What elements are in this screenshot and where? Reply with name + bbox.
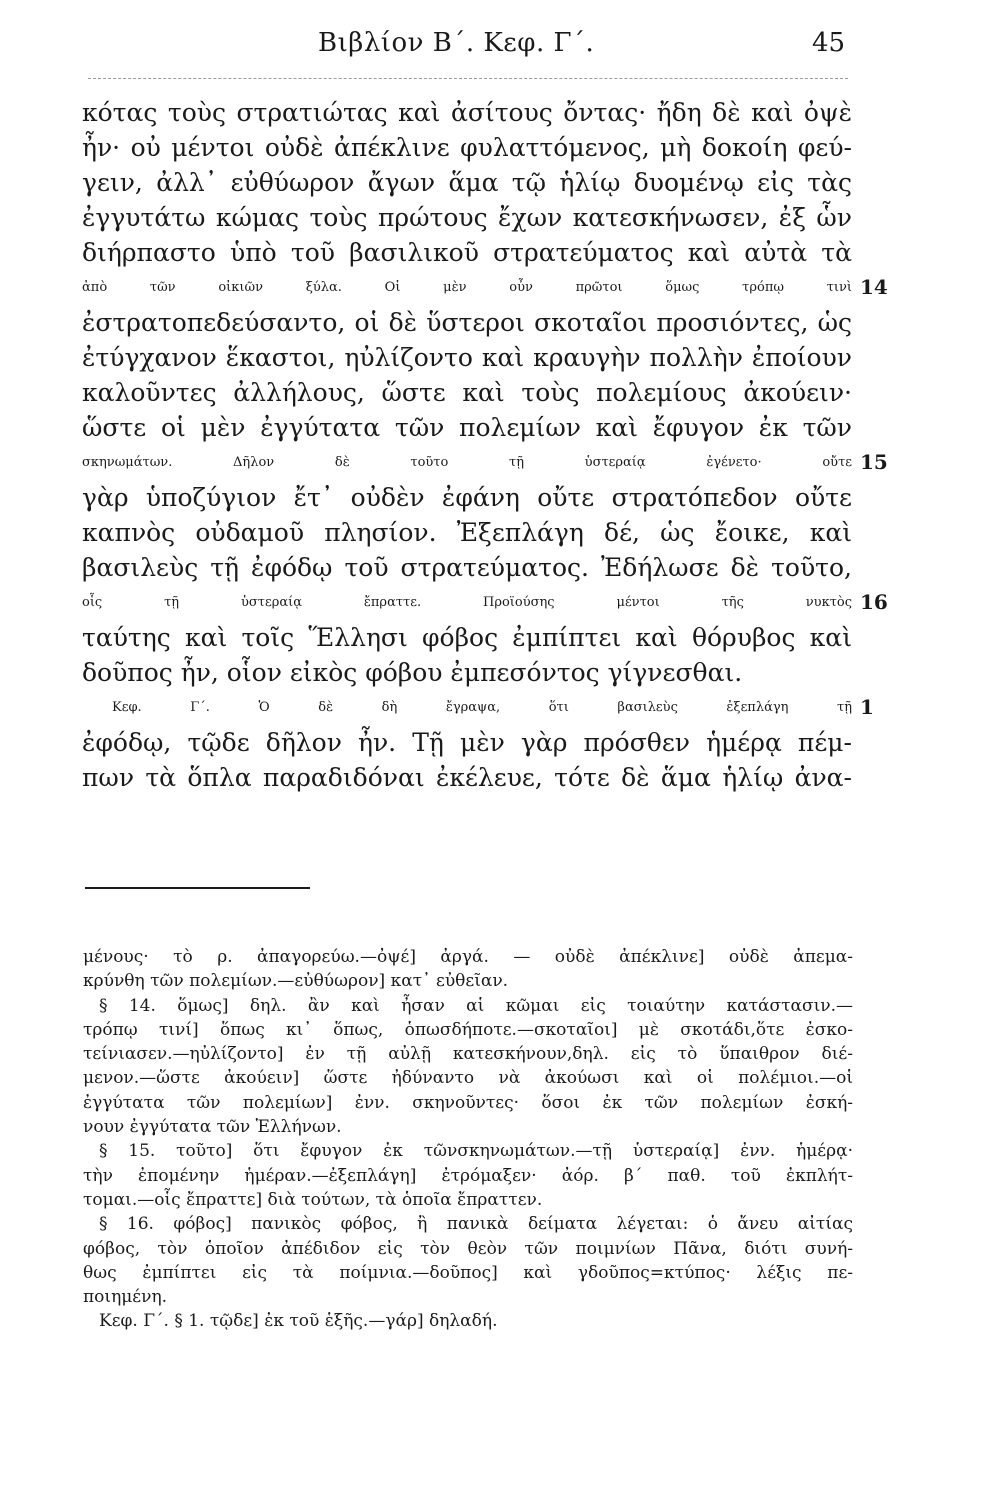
text-line: διήρπαστο ὑπὸ τοῦ βασιλικοῦ στρατεύματος καὶ αὐτὰ τὰ: [82, 238, 852, 267]
text-line: ἐστρατοπεδεύσαντο, οἱ δὲ ὕστεροι σκοταῖοι προσιόντες, ὡς: [82, 308, 852, 337]
footnotes: [83, 945, 853, 1334]
text-line: σκηνωμάτων. Δῆλον δὲ τοῦτο τῇ ὑστεραίᾳ ἐγένετο· οὔτε 15: [82, 445, 852, 480]
footnote-line: νουν ἐγγύτατα τῶν Ἑλλήνων.: [83, 1117, 342, 1138]
running-title: Βιβλίον Β΄. Κεφ. Γ΄.: [318, 28, 595, 58]
footnote-line: τομαι.—οἷς ἔπραττε] διὰ τούτων, τὰ ὁποῖα ἔπραττεν.: [83, 1189, 543, 1210]
footnote-rule: [85, 887, 310, 889]
section-number: 1: [860, 695, 874, 719]
footnote-line: ποιημένη.: [83, 1287, 168, 1308]
footnote-line: τρόπῳ τινί] ὅπως κι᾽ ὅπως, ὁπωσδήποτε.—σκοταῖοι] μὲ σκοτάδι,ὅτε ἐσκο-: [83, 1019, 853, 1040]
text-line: βασιλεὺς τῇ ἐφόδῳ τοῦ στρατεύματος. Ἐδήλωσε δὲ τοῦτο,: [82, 553, 852, 582]
text-line: ἀπὸ τῶν οἰκιῶν ξύλα. Οἱ μὲν οὖν πρῶτοι ὅμως τρόπῳ τινὶ 14: [82, 270, 852, 305]
text-line: ἦν· οὐ μέντοι οὐδὲ ἀπέκλινε φυλαττόμενος, μὴ δοκοίη φεύ-: [82, 133, 852, 162]
text-line: γειν, ἀλλ᾽ εὐθύωρον ἄγων ἅμα τῷ ἡλίῳ δυομένῳ εἰς τὰς: [82, 168, 852, 197]
section-number: 16: [860, 590, 888, 614]
text-line: πων τὰ ὅπλα παραδιδόναι ἐκέλευε, τότε δὲ ἅμα ἡλίῳ ἀνα-: [82, 763, 852, 792]
page-number: 45: [812, 28, 846, 58]
text-line: ὥστε οἱ μὲν ἐγγύτατα τῶν πολεμίων καὶ ἔφυγον ἐκ τῶν: [82, 413, 852, 442]
footnote-line: μένους· τὸ ρ. ἀπαγορεύω.—ὀψέ] ἀργά. — οὐδὲ ἀπέκλινε] οὐδὲ ἀπεμα-: [83, 947, 853, 967]
text-line: δοῦπος ἦν, οἷον εἰκὸς φόβου ἐμπεσόντος γίγνεσθαι.: [82, 658, 743, 687]
footnote-line: τὴν ἐπομένην ἡμέραν.—ἐξεπλάγη] ἐτρόμαξεν· ἀόρ. β΄ παθ. τοῦ ἐκπλήτ-: [83, 1165, 853, 1186]
footnote-line: § 14. ὅμως] δηλ. ἂν καὶ ἦσαν αἱ κῶμαι εἰς τοιαύτην κατάστασιν.—: [99, 995, 853, 1016]
footnote-line: μενον.—ὥστε ἀκούειν] ὥστε ἠδύναντο νὰ ἀκούωσι καὶ οἱ πολέμιοι.—οἱ: [83, 1068, 853, 1089]
main-text: [82, 95, 888, 795]
page-header: [0, 28, 993, 68]
text-line: ἐγγυτάτω κώμας τοὺς πρώτους ἔχων κατεσκήνωσεν, ἐξ ὧν: [82, 203, 852, 232]
section-number: 14: [860, 275, 888, 299]
text-line: καπνὸς οὐδαμοῦ πλησίον. Ἐξεπλάγη δέ, ὡς ἔοικε, καὶ: [82, 518, 852, 547]
footnote-line: § 15. τοῦτο] ὅτι ἔφυγον ἐκ τῶνσκηνωμάτων.—τῇ ὑστεραίᾳ] ἐνν. ἡμέρᾳ·: [99, 1141, 853, 1162]
footnote-line: ἐγγύτατα τῶν πολεμίων] ἐνν. σκηνοῦντες· ὅσοι ἐκ τῶν πολεμίων ἐσκή-: [83, 1092, 853, 1113]
footnote-line: τείνιασεν.—ηὐλίζοντο] ἐν τῇ αὐλῇ κατεσκήνουν,δηλ. εἰς τὸ ὕπαιθρον διέ-: [83, 1044, 853, 1065]
footnote-line: Κεφ. Γ΄. § 1. τῷδε] ἐκ τοῦ ἑξῆς.—γάρ] δηλαδή.: [99, 1311, 498, 1332]
section-number: 15: [860, 450, 888, 474]
text-line: γὰρ ὑποζύγιον ἔτ᾽ οὐδὲν ἐφάνη οὔτε στρατόπεδον οὔτε: [82, 483, 852, 512]
footnote-line: θως ἐμπίπτει εἰς τὰ ποίμνια.—δοῦπος] καὶ γδοῦπος=κτύπος· λέξις πε-: [83, 1262, 853, 1283]
text-line: καλοῦντες ἀλλήλους, ὥστε καὶ τοὺς πολεμίους ἀκούειν·: [82, 378, 852, 407]
footnote-line: § 16. φόβος] πανικὸς φόβος, ἢ πανικὰ δείματα λέγεται: ὁ ἄνευ αἰτίας: [99, 1214, 853, 1235]
header-rule: [88, 78, 848, 79]
chapter-start-line: Κεφ. Γ΄. Ὁ δὲ δὴ ἔγραψα, ὅτι βασιλεὺς ἐξεπλάγη τῇ 1: [82, 690, 852, 725]
text-line: ἐτύγχανον ἕκαστοι, ηὐλίζοντο καὶ κραυγὴν πολλὴν ἐποίουν: [82, 343, 852, 372]
text-line: οἷς τῇ ὑστεραίᾳ ἔπραττε. Προϊούσης μέντοι τῆς νυκτὸς 16: [82, 585, 852, 620]
text-line: ἐφόδῳ, τῷδε δῆλον ἦν. Τῇ μὲν γὰρ πρόσθεν ἡμέρᾳ πέμ-: [82, 728, 852, 757]
text-line: ταύτης καὶ τοῖς Ἕλλησι φόβος ἐμπίπτει καὶ θόρυβος καὶ: [82, 623, 852, 652]
footnote-line: κρύνθη τῶν πολεμίων.—εὐθύωρον] κατ᾽ εὐθεῖαν.: [83, 971, 509, 992]
footnote-line: φόβος, τὸν ὁποῖον ἀπέδιδον εἰς τὸν θεὸν τῶν ποιμνίων Πᾶνα, διότι συνή-: [83, 1238, 853, 1259]
text-line: κότας τοὺς στρατιώτας καὶ ἀσίτους ὄντας· ἤδη δὲ καὶ ὀψὲ: [82, 98, 852, 127]
